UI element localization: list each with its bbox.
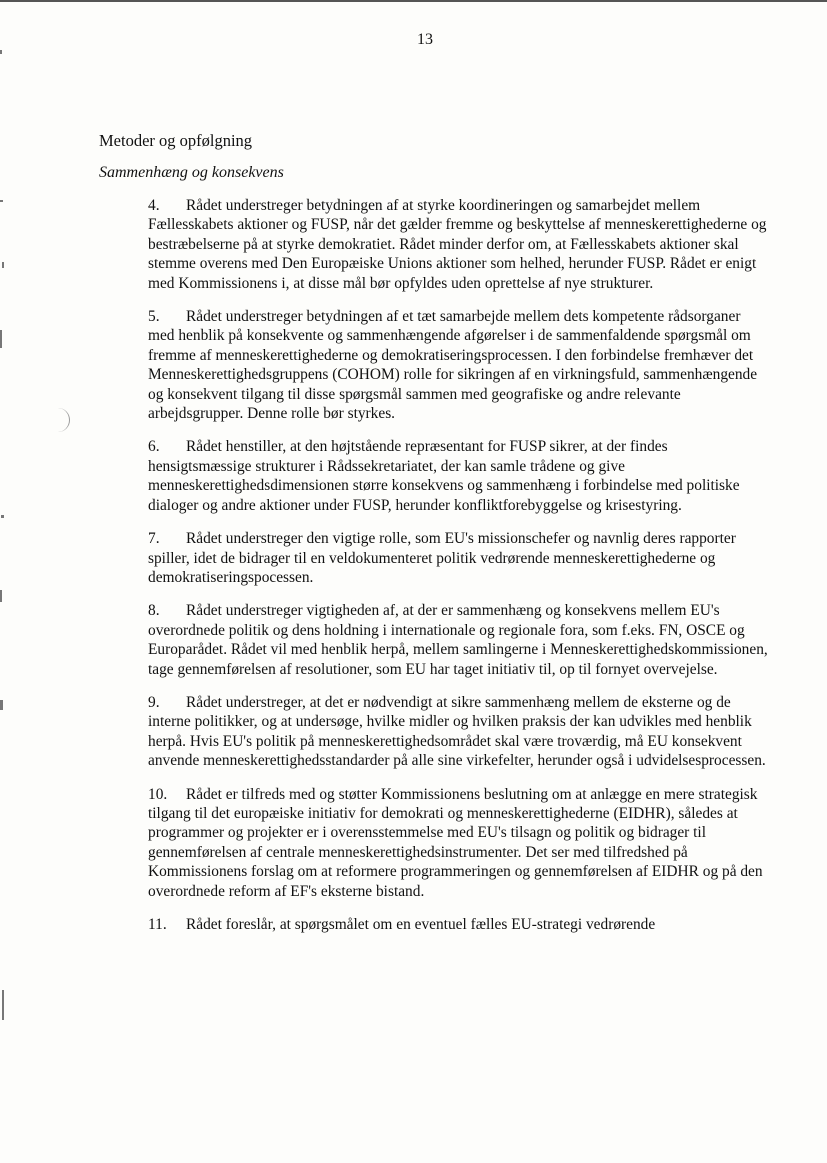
- paragraph-text: Rådet henstiller, at den højtstående repræsentant for FUSP sikrer, at der findes hensigtsmæssige strukturer i Rådssekretariatet, der kan samle trådene og give menneskerettighedsdimensionen større konsekvens og sammenhæng i forbindelse med politiske dialoger og andre aktioner under FUSP, herunder konfliktforebyggelse og krisestyring.: [148, 438, 740, 514]
- paragraph-number: 7.: [148, 530, 160, 548]
- paragraph-list: [148, 196, 768, 948]
- paragraph-text: Rådet foreslår, at spørgsmålet om en eventuel fælles EU-strategi vedrørende: [186, 916, 656, 933]
- top-border-rule: [0, 0, 827, 2]
- paragraph-number: 11.: [148, 916, 167, 933]
- page-number: 13: [417, 31, 433, 48]
- scan-margin-specks: [0, 0, 12, 1163]
- paragraph-11: [148, 915, 768, 934]
- paragraph-number: 10.: [148, 785, 168, 803]
- paragraph-number: 4.: [148, 197, 160, 214]
- paragraph-9: [148, 693, 768, 771]
- paragraph-text: Rådet understreger, at det er nødvendigt at sikre sammenhæng mellem de eksterne og de interne politikker, og at undersøge, hvilke midler og hvilken praksis der kan udvikles med henblik herpå. Hvis EU's politik på menneskerettighedsområdet skal være troværdig, må EU konsekvent anvende menneskerettighedsstandarder på alle sine virkefelter, herunder også i udvidelsesprocessen.: [148, 693, 766, 770]
- paragraph-4: [148, 196, 768, 293]
- paragraph-text: Rådet understreger betydningen af et tæt samarbejde mellem dets kompetente rådsorganer med henblik på konsekvente og sammenhængende afgørelser i de sammenfaldende spørgsmål om fremme af menneskerettighederne og demokratiseringsprocessen. I den forbindelse fremhæver det Menneskerettighedsgruppens (COHOM) rolle for sikringen af en virkningsfuld, sammenhængende og konsekvent tilgang til disse spørgsmål sammen med geografiske og andre relevante arbejdsgrupper. Denne rolle bør styrkes.: [148, 308, 758, 423]
- paragraph-6: [148, 437, 768, 515]
- paragraph-5: [148, 307, 768, 423]
- paragraph-7: [148, 529, 768, 587]
- paragraph-text: Rådet understreger betydningen af at styrke koordineringen og samarbejdet mellem Fællesskabets aktioner og FUSP, når det gælder fremme og beskyttelse af menneskerettighederne og bestræbelserne på at styrke demokratiet. Rådet minder derfor om, at Fællesskabets aktioner skal stemme overens med Den Europæiske Unions aktioner som helhed, herunder FUSP. Rådet er enigt med Kommissionens i, at disse mål bør opfyldes uden oprettelse af nye strukturer.: [148, 197, 767, 292]
- paragraph-number: 9.: [148, 693, 160, 711]
- paragraph-number: 6.: [148, 438, 160, 456]
- subheading: Sammenhæng og konsekvens: [99, 164, 284, 181]
- paragraph-text: Rådet er tilfreds med og støtter Kommissionens beslutning om at anlægge en mere strategisk tilgang til det europæiske initiativ for demokrati og menneskerettighederne (EIDHR), således at programmer og projekter er i overensstemmelse med EU's tilsagn og politik og bidrager til gennemførelsen af centrale menneskerettighedsinstrumenter. Det ser med tilfredshed på Kommissionens forslag om at reformere programmeringen og gennemførelsen af EIDHR og på den overordnede reform af EF's eksterne bistand.: [148, 785, 763, 900]
- section-heading: Metoder og opfølgning: [99, 131, 253, 150]
- margin-bracket-mark: [55, 408, 70, 432]
- paragraph-text: Rådet understreger vigtigheden af, at der er sammenhæng og konsekvens mellem EU's overordnede politik og dens holdning i internationale og regionale fora, som f.eks. FN, OSCE og Europarådet. Rådet vil med henblik herpå, mellem samlingerne i Menneskerettighedskommissionen, tage gennemførelsen af resolutioner, som EU har taget initiativ til, op til fornyet overvejelse.: [148, 602, 768, 678]
- paragraph-text: Rådet understreger den vigtige rolle, som EU's missionschefer og navnlig deres rapporter spiller, idet de bidrager til en veldokumenteret politik vedrørende menneskerettighederne og demokratiseringspocessen.: [148, 530, 736, 586]
- paragraph-number: 8.: [148, 602, 160, 620]
- paragraph-10: [148, 785, 768, 901]
- paragraph-8: [148, 601, 768, 679]
- paragraph-number: 5.: [148, 308, 160, 326]
